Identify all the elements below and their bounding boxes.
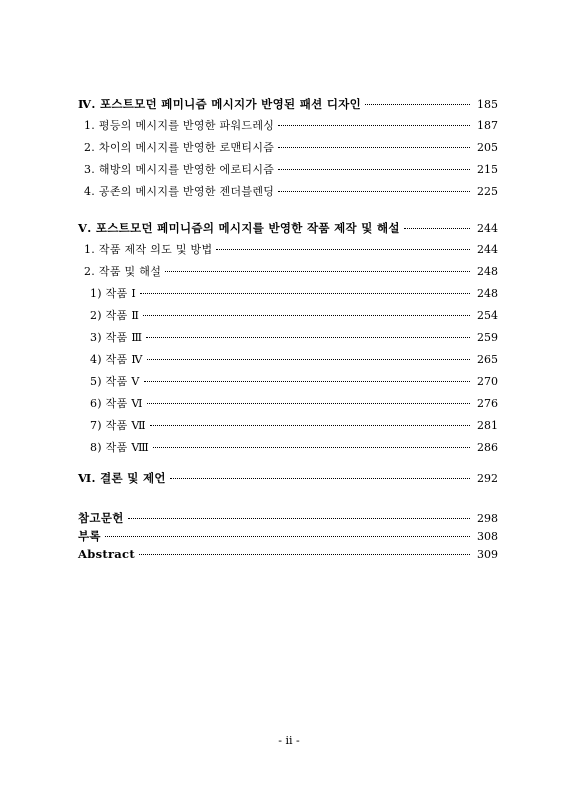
toc-entry-page: 248 <box>477 265 498 278</box>
dot-leader <box>153 446 470 448</box>
toc-entry-work-3[interactable] <box>90 330 498 346</box>
toc-entry-page: 265 <box>477 353 498 366</box>
toc-entry-title: 2) 작품 Ⅱ <box>90 309 140 322</box>
dot-leader <box>278 146 470 148</box>
dot-leader <box>278 124 470 126</box>
toc-entry-section-4-1[interactable] <box>84 118 498 134</box>
toc-entry-title: Ⅳ. 포스트모던 페미니즘 메시지가 반영된 패션 디자인 <box>78 97 362 111</box>
toc-entry-title: 6) 작품 Ⅵ <box>90 397 143 410</box>
dot-leader <box>139 553 470 555</box>
toc-entry-page: 298 <box>477 512 498 525</box>
toc-entry-title: 4. 공존의 메시지를 반영한 젠더블렌딩 <box>84 185 275 198</box>
toc-entry-work-1[interactable] <box>90 286 498 302</box>
toc-entry-title: Ⅴ. 포스트모던 페미니즘의 메시지를 반영한 작품 제작 및 해설 <box>78 221 400 235</box>
toc-entry-page: 225 <box>477 185 498 198</box>
toc-entry-title: 부록 <box>78 529 101 543</box>
toc-entry-page: 254 <box>477 309 498 322</box>
toc-entry-title: 8) 작품 Ⅷ <box>90 441 149 454</box>
toc-entry-section-4-2[interactable] <box>84 140 498 156</box>
toc-entry-page: 276 <box>477 397 498 410</box>
dot-leader <box>143 314 470 316</box>
toc-entry-page: 259 <box>477 331 498 344</box>
toc-entry-title: 참고문헌 <box>78 511 124 525</box>
dot-leader <box>144 380 470 382</box>
dot-leader <box>216 248 470 250</box>
toc-entry-title: 1. 평등의 메시지를 반영한 파워드레싱 <box>84 119 275 132</box>
toc-entry-page: 187 <box>477 119 498 132</box>
toc-entry-chapter-4[interactable] <box>78 96 498 112</box>
dot-leader <box>147 358 470 360</box>
toc-entry-title: 1. 작품 제작 의도 및 방법 <box>84 243 213 256</box>
dot-leader <box>278 168 470 170</box>
toc-entry-title: 3) 작품 Ⅲ <box>90 331 143 344</box>
toc-entry-chapter-6[interactable] <box>78 470 498 486</box>
toc-entry-chapter-5[interactable] <box>78 220 498 236</box>
toc-entry-page: 248 <box>477 287 498 300</box>
toc-entry-work-4[interactable] <box>90 352 498 368</box>
dot-leader <box>105 535 470 537</box>
toc-entry-title: 4) 작품 Ⅳ <box>90 353 143 366</box>
toc-entry-page: 244 <box>477 222 498 235</box>
toc-entry-work-8[interactable] <box>90 440 498 456</box>
dot-leader <box>147 402 470 404</box>
dot-leader <box>165 270 470 272</box>
toc-entry-work-5[interactable] <box>90 374 498 390</box>
dot-leader <box>170 477 470 479</box>
dot-leader <box>128 517 470 519</box>
toc-entry-section-5-2[interactable] <box>84 264 498 280</box>
toc-entry-section-4-4[interactable] <box>84 184 498 200</box>
toc-entry-page: 309 <box>477 548 498 561</box>
toc-entry-title: 7) 작품 Ⅶ <box>90 419 146 432</box>
toc-entry-work-7[interactable] <box>90 418 498 434</box>
toc-entry-page: 286 <box>477 441 498 454</box>
toc-entry-page: 185 <box>477 98 498 111</box>
page-number-footer: - ii - <box>278 734 300 747</box>
dot-leader <box>365 103 470 105</box>
toc-entry-page: 205 <box>477 141 498 154</box>
toc-entry-appendix[interactable] <box>78 528 498 544</box>
toc-entry-abstract[interactable] <box>78 546 498 562</box>
dot-leader <box>278 190 470 192</box>
toc-entry-title: 2. 작품 및 해설 <box>84 265 162 278</box>
toc-entry-page: 281 <box>477 419 498 432</box>
dot-leader <box>150 424 470 426</box>
toc-entry-page: 270 <box>477 375 498 388</box>
toc-entry-title: 1) 작품 Ⅰ <box>90 287 136 300</box>
toc-entry-section-4-3[interactable] <box>84 162 498 178</box>
toc-entry-page: 244 <box>477 243 498 256</box>
toc-entry-references[interactable] <box>78 510 498 526</box>
toc-entry-work-6[interactable] <box>90 396 498 412</box>
toc-entry-page: 292 <box>477 472 498 485</box>
dot-leader <box>146 336 470 338</box>
toc-entry-title: 3. 해방의 메시지를 반영한 에로티시즘 <box>84 163 275 176</box>
toc-entry-page: 308 <box>477 530 498 543</box>
toc-entry-title: 2. 차이의 메시지를 반영한 로맨티시즘 <box>84 141 275 154</box>
toc-entry-title: Ⅵ. 결론 및 제언 <box>78 471 166 485</box>
toc-entry-title: 5) 작품 Ⅴ <box>90 375 140 388</box>
toc-entry-title: Abstract <box>78 547 135 561</box>
dot-leader <box>140 292 470 294</box>
toc-entry-page: 215 <box>477 163 498 176</box>
toc-entry-section-5-1[interactable] <box>84 242 498 258</box>
dot-leader <box>404 227 470 229</box>
toc-entry-work-2[interactable] <box>90 308 498 324</box>
